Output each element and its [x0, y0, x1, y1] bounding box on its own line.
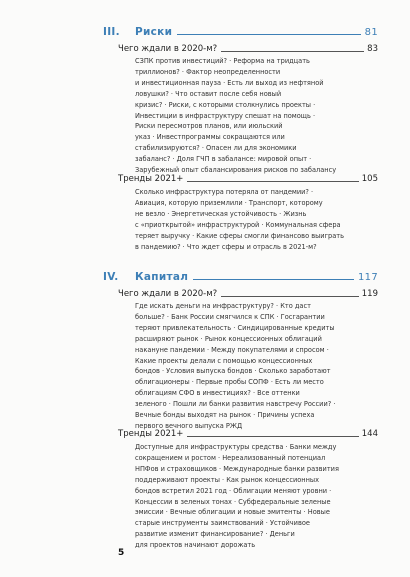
- contents-line: бондов встретил 2021 год · Облигации меняют уровни ·: [135, 486, 332, 495]
- contents-line: поддерживают проекты · Как рынок концессионных: [135, 475, 320, 484]
- contents-line: эмиссии · Вечные облигации и новые эмитенты · Новые: [135, 508, 330, 517]
- chapter-heading[interactable]: [118, 289, 378, 299]
- chapter-heading[interactable]: [118, 44, 378, 54]
- chapter-page-number: 119: [361, 289, 378, 299]
- chapter-title: Тренды 2021+: [118, 429, 184, 439]
- part-page-number: 81: [364, 27, 378, 38]
- chapter-contents: [135, 301, 357, 432]
- chapter-contents: [135, 442, 357, 551]
- contents-line: Инвестиции в инфраструктуру спешат на помощь ·: [135, 111, 316, 120]
- contents-line: Риски пересмотров планов, или июльский: [135, 122, 283, 131]
- chapter-page-number: 83: [367, 44, 378, 54]
- contents-line: Какие проекты делали с помощью концессионных: [135, 356, 313, 365]
- contents-line: в пандемию? · Что ждет сферы и отрасль в 2021-м?: [135, 242, 317, 251]
- part-heading-risks[interactable]: [103, 26, 378, 38]
- contents-line: облигациям СФО в инвестициях? · Все оттенки: [135, 389, 300, 398]
- contents-line: больше? · Банк России смягчился к СПК · Госгарантии: [135, 312, 325, 321]
- leader-line: [193, 279, 354, 280]
- contents-line: расширяют рынок · Рынок концессионных облигаций: [135, 334, 322, 343]
- contents-line: зеленого · Пошли ли банки развития навстречу России? ·: [135, 400, 336, 409]
- contents-line: бондов · Условия выпуска бондов · Сколько заработают: [135, 367, 331, 376]
- contents-line: НПФов и страховщиков · Международные банки развития: [135, 464, 339, 473]
- chapter-contents: [135, 56, 357, 176]
- contents-line: Концессии в зеленых тонах · Субфедеральные зеленые: [135, 497, 331, 506]
- chapter-title: Тренды 2021+: [118, 174, 184, 184]
- contents-line: Зарубежный опыт сбалансирования рисков по забалансу: [135, 166, 337, 175]
- chapter-page-number: 144: [361, 429, 378, 439]
- contents-line: Сколько инфраструктура потеряла от пандемии? ·: [135, 188, 314, 196]
- chapter-title: Чего ждали в 2020-м?: [118, 289, 218, 299]
- leader-line: [187, 181, 358, 182]
- chapter-contents: [135, 187, 357, 252]
- contents-line: старые инструменты заимствований · Устойчивое: [135, 519, 310, 528]
- part-page-number: 117: [358, 272, 378, 283]
- leader-line: [221, 296, 359, 297]
- contents-line: не везло · Энергетическая устойчивость · Жизнь: [135, 209, 307, 218]
- contents-line: забаланс? · Доля ГЧП в забалансе: мировой опыт ·: [135, 155, 312, 164]
- contents-line: первого вечного выпуска РЖД: [135, 421, 243, 430]
- contents-line: Доступные для инфраструктуры средства · Банки между: [135, 443, 337, 451]
- contents-line: для проектов начинают дорожать: [135, 541, 256, 550]
- leader-line: [177, 34, 360, 35]
- part-numeral: IV.: [103, 271, 119, 283]
- contents-line: кризис? · Риски, с которыми столкнулись проекты ·: [135, 100, 316, 109]
- chapter-page-number: 105: [361, 174, 378, 184]
- chapter-heading[interactable]: [118, 174, 378, 184]
- part-title: Риски: [135, 26, 173, 38]
- leader-line: [221, 51, 364, 52]
- chapter-heading[interactable]: [118, 429, 378, 439]
- page-number: 5: [118, 548, 125, 558]
- part-numeral: III.: [103, 26, 120, 38]
- contents-line: триллионов? · Фактор неопределенности: [135, 67, 281, 76]
- contents-line: облигационеры · Первые пробы СОПФ · Есть ли место: [135, 378, 324, 387]
- contents-line: Авиация, которую приземлили · Транспорт, которому: [135, 198, 323, 207]
- contents-line: указ · Инвестпрограммы сокращаются или: [135, 133, 285, 142]
- chapter-title: Чего ждали в 2020-м?: [118, 44, 218, 54]
- contents-line: стабилизируются? · Опасен ли для экономики: [135, 144, 297, 153]
- contents-line: накануне пандемии · Между покупателями и спросом ·: [135, 345, 329, 354]
- contents-line: ловушки? · Что оставит после себя новый: [135, 89, 282, 98]
- contents-line: Вечные бонды выходят на рынок · Причины успеха: [135, 411, 315, 420]
- contents-line: и инвестиционная пауза · Есть ли выход из нефтяной: [135, 78, 324, 87]
- contents-line: сокращением и ростом · Нереализованный потенциал: [135, 453, 326, 462]
- part-heading-capital[interactable]: [103, 271, 378, 283]
- contents-line: теряют привлекательность · Синдицированные кредиты: [135, 323, 335, 332]
- contents-line: теряет выручку · Какие сферы смогли финансово выиграть: [135, 231, 344, 240]
- leader-line: [187, 436, 358, 437]
- contents-line: развитие изменит финансирование? · Деньги: [135, 530, 295, 539]
- part-title: Капитал: [135, 271, 189, 283]
- contents-line: с «приоткрытой» инфраструктурой · Коммунальная сфера: [135, 220, 341, 229]
- contents-line: Где искать деньги на инфраструктуру? · Кто даст: [135, 302, 311, 310]
- contents-line: СЗПК против инвестиций? · Реформа на тридцать: [135, 57, 310, 65]
